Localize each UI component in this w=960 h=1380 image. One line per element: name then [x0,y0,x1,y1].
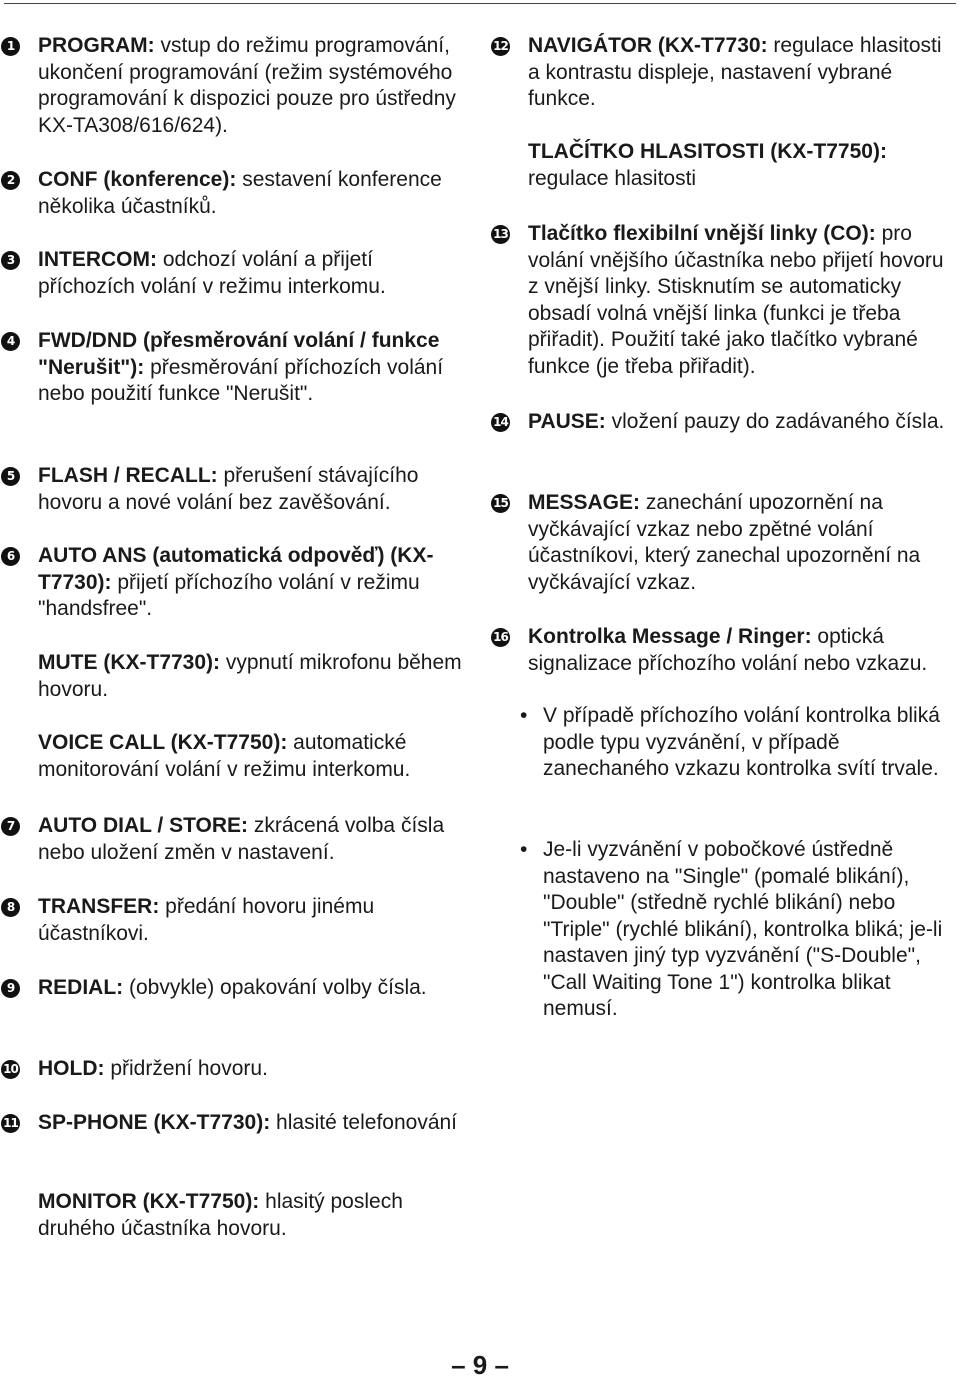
item-text: přidržení hovoru. [104,1057,268,1080]
item-label: INTERCOM: [38,248,157,271]
item-text: (obvykle) opakování volby čísla. [123,976,427,999]
item-text: přijetí příchozího volání v režimu "handsfree". [38,570,420,620]
number-badge: 11 [1,1114,20,1133]
item-label: MUTE (KX-T7730): [38,651,221,674]
number-badge: 6 [1,547,20,566]
item-label: PAUSE: [528,410,606,433]
item-text: zkrácená volba čísla nebo uložení změn v nastavení. [38,814,445,864]
bullet-dot: • [520,838,528,861]
item-label: Tlačítko flexibilní vnější linky (CO): [528,222,876,245]
item-pause [493,409,958,436]
item-label: FWD/DND (přesměrování volání / funkce "Nerušit"): [38,329,440,379]
item-redial [6,975,468,1002]
item-hold [3,1056,468,1083]
item-text: vypnutí mikrofonu během hovoru. [38,651,462,701]
item-voice-call [38,730,468,783]
item-program [6,33,468,139]
item-text: přerušení stávajícího hovoru a nové volání bez zavěšování. [38,464,419,514]
item-text: předání hovoru jinému účastníkovi. [38,895,375,945]
item-transfer [6,894,468,947]
item-text: vstup do režimu programování, ukončení programování (režim systémového programování k dispozici pouze pro ústředny KX-TA308/616/624). [38,34,456,137]
item-message [493,490,958,596]
item-sp-phone [3,1110,468,1137]
item-auto-dial [6,813,468,866]
number-badge: 7 [1,817,20,836]
item-text: pro volání vnějšího účastníka nebo přijetí hovoru z vnější linky. Stisknutím se automaticky obsadí volná vnější linka (funkci je třeba přiřadit). Použití také jako tlačítko vybrané funkce (je třeba přiřadit). [528,222,944,378]
item-label: TRANSFER: [38,895,160,918]
item-text: regulace hlasitosti [528,166,697,190]
item-label: AUTO DIAL / STORE: [38,814,249,837]
item-label: FLASH / RECALL: [38,464,218,487]
item-text: regulace hlasitosti a kontrastu displeje, nastavení vybrané funkce. [528,34,942,110]
item-label: PROGRAM: [38,34,155,57]
item-monitor [38,1189,468,1242]
number-badge: 12 [491,37,510,56]
item-text: sestavení konference několika účastníků. [38,168,442,218]
number-badge: 2 [1,171,20,190]
bullet-text: V případě příchozího volání kontrolka bliká podle typu vyzvánění, v případě zanechaného vzkazu kontrolka svítí trvale. [543,704,940,780]
item-navigator [493,33,958,113]
item-label: CONF (konference): [38,168,237,191]
number-badge: 9 [1,979,20,998]
item-text: hlasité telefonování [270,1111,458,1134]
item-label: MESSAGE: [528,491,641,514]
number-badge: 10 [1,1060,20,1079]
bullet-text: Je-li vyzvánění v pobočkové ústředně nastaveno na "Single" (pomalé blikání), "Double" (středně rychlé blikání) nebo "Triple" (rychlé blikání), kontrolka bliká; je-li nastaven jiný typ vyzvánění ("S-Double", "Call Waiting Tone 1") kontrolka blikat nemusí. [543,838,943,1020]
number-badge: 8 [1,898,20,917]
item-intercom [6,247,468,300]
item-label: REDIAL: [38,976,124,999]
bullet-item [520,837,950,1023]
item-message-ringer [493,624,958,677]
item-text: odchozí volání a přijetí příchozích volání v režimu interkomu. [38,248,386,298]
item-text: optická signalizace příchozího volání nebo vzkazu. [528,625,928,675]
item-mute [38,650,468,703]
item-flash-recall [6,463,468,516]
item-text: vložení pauzy do zadávaného čísla. [605,410,945,433]
item-label: SP-PHONE (KX-T7730): [38,1111,271,1134]
item-label: MONITOR (KX-T7750): [38,1190,260,1213]
item-label: TLAČÍTKO HLASITOSTI (KX-T7750): [528,140,887,163]
item-text: hlasitý poslech druhého účastníka hovoru. [38,1190,403,1240]
item-conf [6,167,468,220]
number-badge: 5 [1,467,20,486]
item-label: Kontrolka Message / Ringer: [528,625,812,648]
item-text: zanechání upozornění na vyčkávající vzkaz nebo zpětné volání účastníkovi, který zanechal upozornění na vyčkávající vzkaz. [528,491,921,594]
item-fwd-dnd [6,328,468,408]
bullet-dot: • [520,704,528,727]
number-badge: 13 [491,225,510,244]
item-auto-ans [6,543,468,623]
item-label: VOICE CALL (KX-T7750): [38,731,288,754]
item-label: NAVIGÁTOR (KX-T7730: [528,34,768,57]
number-badge: 16 [491,628,510,647]
number-badge: 15 [491,494,510,513]
item-label: HOLD: [38,1057,105,1080]
item-text: automatické monitorování volání v režimu interkomu. [38,731,411,781]
item-volume-button [528,139,958,192]
number-badge: 14 [491,413,510,432]
number-badge: 3 [1,251,20,270]
number-badge: 1 [1,37,20,56]
top-rule [4,3,956,4]
item-label: AUTO ANS (automatická odpověď) (KX-T7730): [38,544,434,594]
item-text: přesměrování příchozích volání nebo použití funkce "Nerušit". [38,355,444,405]
item-flexible-co [493,221,958,380]
number-badge: 4 [1,332,20,351]
bullet-item [520,703,950,783]
page-number: – 9 – [451,1350,509,1380]
